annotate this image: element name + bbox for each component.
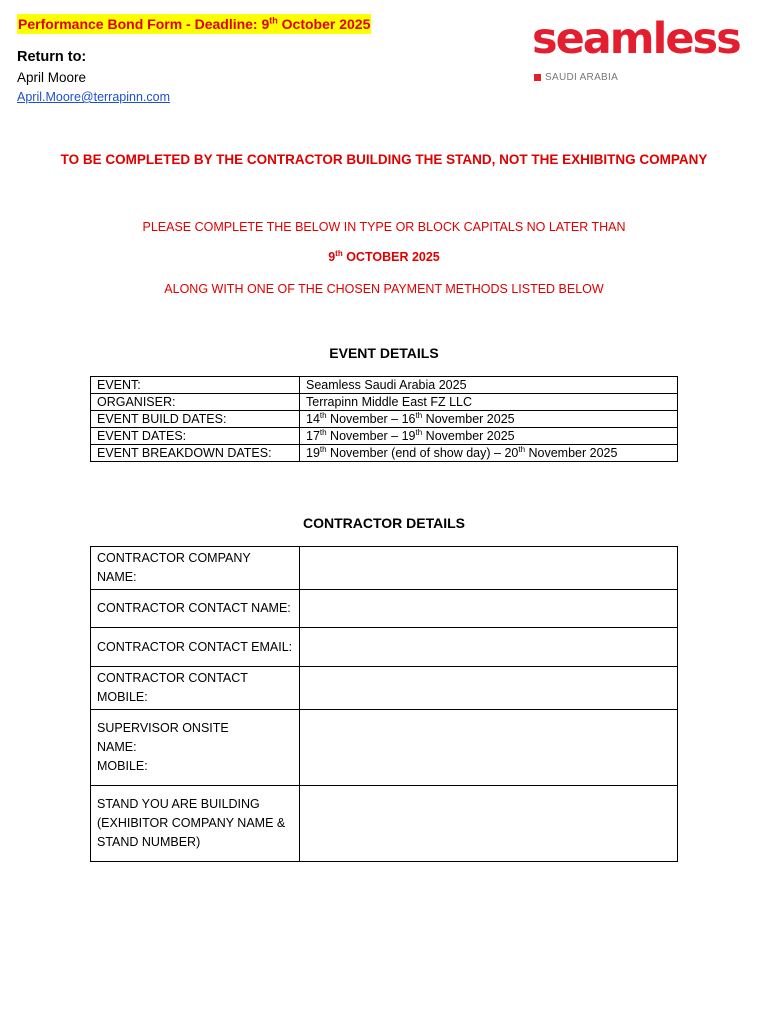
contractor-company-field[interactable]	[300, 547, 678, 590]
contractor-notice-heading: TO BE COMPLETED BY THE CONTRACTOR BUILDING THE STAND, NOT THE EXHIBITNG COMPANY	[60, 152, 708, 167]
label-line: NAME:	[97, 570, 137, 584]
event-dates-value	[300, 428, 678, 445]
contractor-contact-mobile-label	[91, 667, 300, 710]
event-value: Seamless Saudi Arabia 2025	[300, 377, 678, 394]
table-row	[91, 394, 678, 411]
table-row	[91, 445, 678, 462]
build-dates-label: EVENT BUILD DATES:	[91, 411, 300, 428]
table-row	[91, 667, 678, 710]
build-dates-value	[300, 411, 678, 428]
contractor-details-title: CONTRACTOR DETAILS	[302, 515, 466, 531]
contractor-details-table	[90, 546, 678, 862]
notice-date-prefix: 9	[328, 250, 336, 264]
date-part: November – 16	[326, 412, 416, 426]
label-line: CONTRACTOR CONTACT EMAIL:	[97, 639, 293, 654]
label-line: SUPERVISOR ONSITE	[97, 721, 229, 735]
date-sup: th	[518, 444, 526, 454]
breakdown-dates-value	[300, 445, 678, 462]
table-row	[91, 428, 678, 445]
table-row	[91, 786, 678, 862]
table-row	[91, 377, 678, 394]
date-sup: th	[415, 427, 423, 437]
date-part: November – 19	[326, 429, 416, 443]
deadline-suffix: October 2025	[277, 16, 371, 32]
contractor-company-label	[91, 547, 300, 590]
event-dates-label: EVENT DATES:	[91, 428, 300, 445]
notice-date-sup: th	[335, 248, 343, 258]
label-line: STAND YOU ARE BUILDING	[97, 797, 260, 811]
table-row	[91, 590, 678, 628]
date-sup: th	[415, 410, 423, 420]
return-email-link[interactable]: April.Moore@terrapinn.com	[17, 90, 171, 104]
label-line: MOBILE:	[97, 690, 148, 704]
event-details-table	[90, 376, 678, 462]
return-label: Return to:	[17, 49, 87, 65]
table-row	[91, 628, 678, 667]
breakdown-dates-label: EVENT BREAKDOWN DATES:	[91, 445, 300, 462]
notice-date	[0, 250, 768, 264]
table-row	[91, 411, 678, 428]
organiser-label: ORGANISER:	[91, 394, 300, 411]
notice-line-3: ALONG WITH ONE OF THE CHOSEN PAYMENT METHODS LISTED BELOW	[164, 282, 604, 296]
logo-wordmark: seamless	[532, 14, 740, 64]
date-part: 19	[306, 446, 320, 460]
stand-building-label	[91, 786, 300, 862]
label-line: CONTRACTOR COMPANY	[97, 551, 251, 565]
contractor-contact-email-field[interactable]	[300, 628, 678, 667]
date-part: November 2025	[525, 446, 618, 460]
logo-subtitle	[534, 72, 618, 83]
notice-line-1: PLEASE COMPLETE THE BELOW IN TYPE OR BLOCK CAPITALS NO LATER THAN	[142, 220, 626, 234]
supervisor-onsite-field[interactable]	[300, 710, 678, 786]
label-line: CONTRACTOR CONTACT NAME:	[97, 601, 291, 615]
seamless-logo	[532, 14, 752, 86]
date-part: 17	[306, 429, 320, 443]
table-row	[91, 710, 678, 786]
date-sup: th	[319, 410, 327, 420]
organiser-value: Terrapinn Middle East FZ LLC	[300, 394, 678, 411]
date-part: November 2025	[422, 412, 515, 426]
contractor-contact-email-label	[91, 628, 300, 667]
logo-subtitle-text: SAUDI ARABIA	[545, 72, 619, 83]
label-line: NAME:	[97, 740, 137, 754]
date-part: 14	[306, 412, 320, 426]
supervisor-onsite-label	[91, 710, 300, 786]
contractor-contact-name-field[interactable]	[300, 590, 678, 628]
deadline-sup: th	[269, 15, 278, 26]
label-line: MOBILE:	[97, 759, 148, 773]
stand-building-field[interactable]	[300, 786, 678, 862]
return-name: April Moore	[17, 70, 87, 85]
label-line: CONTRACTOR CONTACT	[97, 671, 248, 685]
deadline-prefix: Performance Bond Form - Deadline: 9	[18, 16, 270, 32]
notice-date-suffix: OCTOBER 2025	[342, 250, 440, 264]
date-part: November (end of show day) – 20	[326, 446, 519, 460]
deadline-banner	[17, 14, 371, 34]
event-label: EVENT:	[91, 377, 300, 394]
date-part: November 2025	[422, 429, 515, 443]
table-row	[91, 547, 678, 590]
date-sup: th	[319, 427, 327, 437]
label-line: STAND NUMBER)	[97, 835, 201, 849]
label-line: (EXHIBITOR COMPANY NAME &	[97, 816, 286, 830]
contractor-contact-mobile-field[interactable]	[300, 667, 678, 710]
event-details-title: EVENT DETAILS	[329, 345, 439, 361]
date-sup: th	[319, 444, 327, 454]
logo-square-icon	[534, 74, 541, 81]
contractor-contact-name-label	[91, 590, 300, 628]
